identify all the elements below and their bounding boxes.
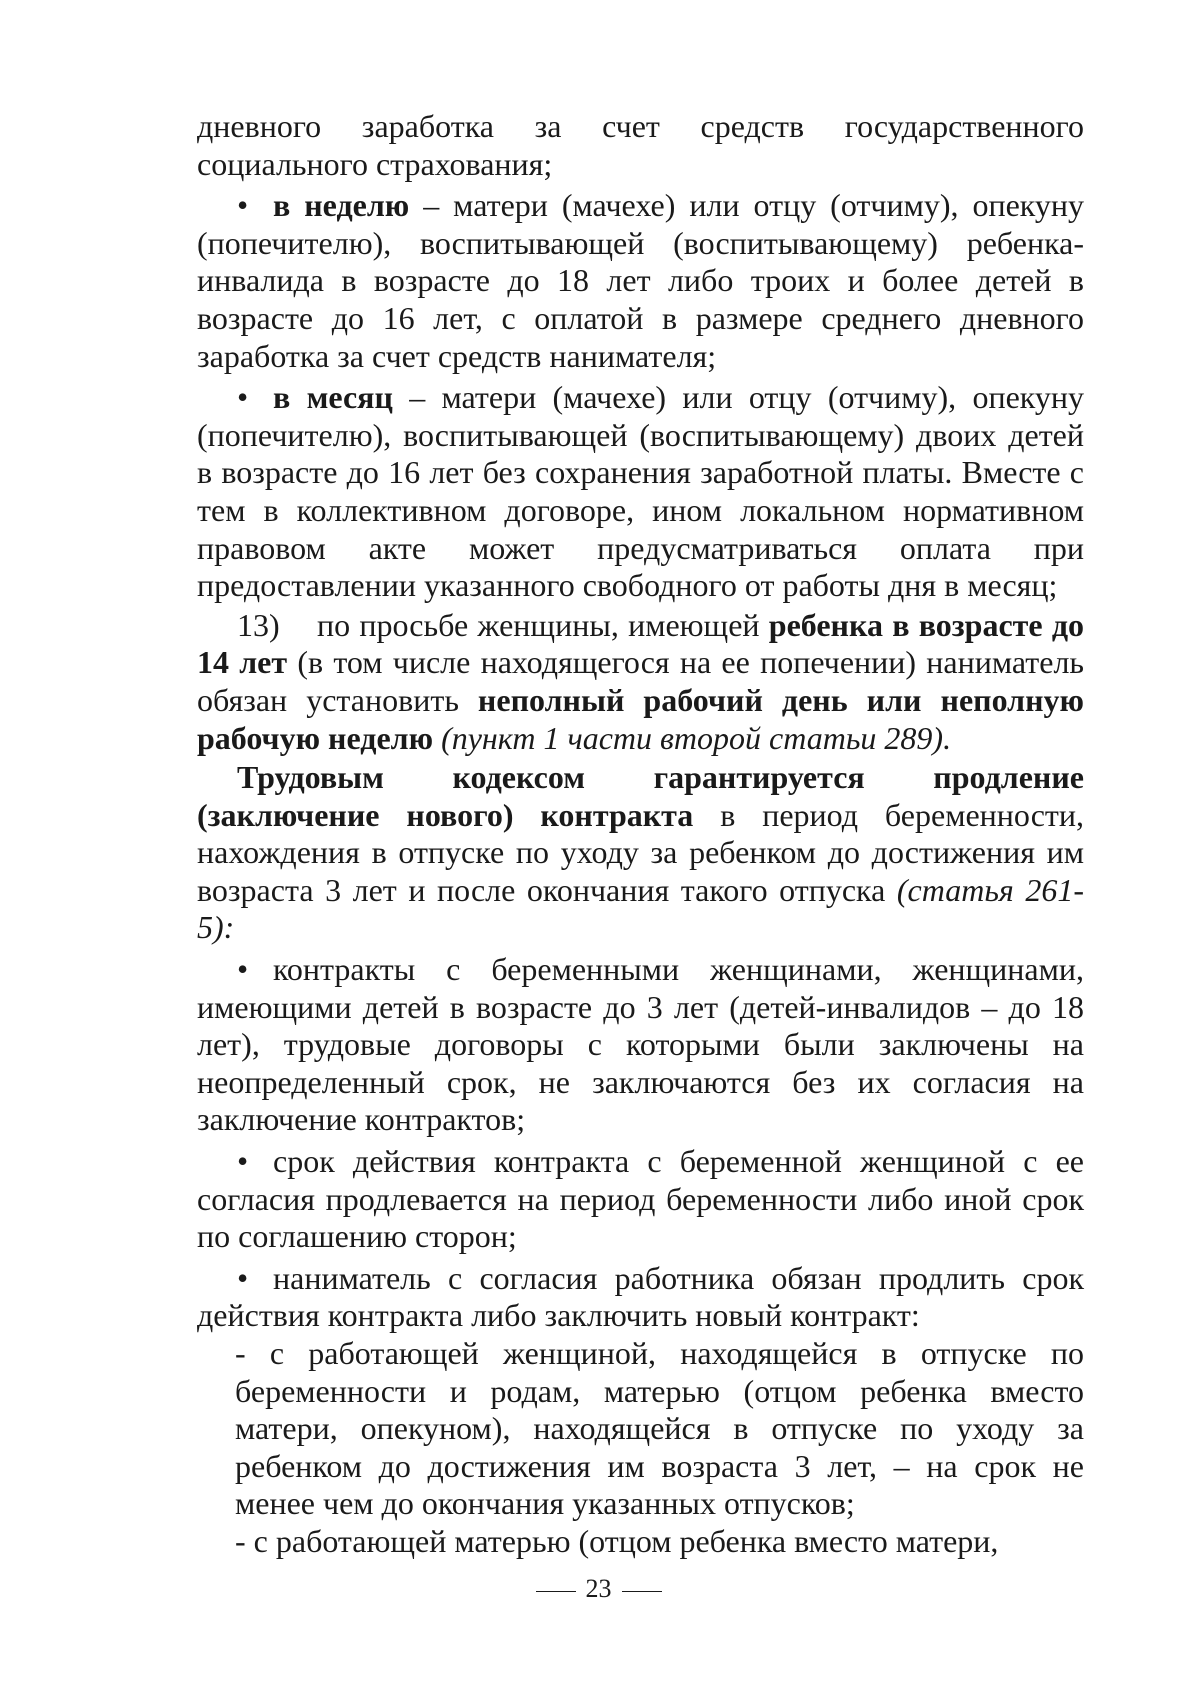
item-number: 13) [237,606,280,643]
heading-emphasis: Трудовым кодексом гарантируется продление (заключение нового) контракта [197,759,1084,833]
law-reference: (пункт 1 части второй статьи 289). [433,719,952,756]
footer-rule-right [622,1591,662,1592]
list-item-week: • в неделю – матери (мачехе) или отцу (отчиму), опекуну (попечителю), воспитывающей (воспитывающему) ребенка-инвалида в возрасте до 18 лет либо троих и более детей в возрасте до 16 лет, с оплатой в размере среднего дневного заработка за счет средств нанимателя; [197,187,1085,374]
paragraph-labor-code: Трудовым кодексом гарантируется продление (заключение нового) контракта в период беременности, нахождения в отпуске по уходу за ребенком до достижения им возраста 3 лет и после окончания такого отпуска (статья 261-5): [197,759,1085,946]
bullet-icon: • [237,1143,249,1180]
list-item-month: • в месяц – матери (мачехе) или отцу (отчиму), опекуну (попечителю), воспитывающей (воспитывающему) двоих детей в возрасте до 16 лет без сохранения заработной платы. Вместе с тем в коллективном договоре, ином локальном нормативном правовом акте может предусматриваться оплата при предоставлении указанного свободного от работы дня в месяц; [197,379,1085,604]
dash-item-maternity-leave: - с работающей женщиной, находящейся в отпуске по беременности и родам, матерью (отцом ребенка вместо матери, опекуном), находящейся в отпуске по уходу за ребенком до достижения им возраста 3 лет, – на срок не менее чем до окончания указанных отпусков; [235,1335,1084,1522]
list-item-contracts: • контракты с беременными женщинами, женщинами, имеющими детей в возрасте до 3 лет (детей-инвалидов – до 18 лет), трудовые договоры с которыми были заключены на неопределенный срок, не заключаются без их согласия на заключение контрактов; [197,951,1084,1138]
law-reference: (статья 261-5): [197,871,1085,946]
numbered-item-13: 13) по просьбе женщины, имеющей ребенка в возрасте до 14 лет (в том числе находящегося на ее попечении) наниматель обязан установить неполный рабочий день или неполную рабочую неделю (пункт 1 части второй статьи 289). [197,606,1085,756]
bullet-icon: • [237,1259,249,1296]
page-body [197,108,1084,1561]
term-week: в неделю [273,187,410,224]
bullet-icon: • [237,187,249,224]
list-item-employer-obligation: • наниматель с согласия работника обязан продлить срок действия контракта либо заключить новый контракт: [197,1259,1084,1334]
page-number: 23 [585,1574,612,1603]
footer-rule-left [536,1591,576,1592]
paragraph-continuation: дневного заработка за счет средств государственного социального страхования; [197,108,1084,182]
term-month: в месяц [273,379,393,416]
list-item-term-extension: • срок действия контракта с беременной женщиной с ее согласия продлевается на период беременности либо иной срок по соглашению сторон; [197,1143,1084,1255]
page-footer [0,1574,1197,1604]
bullet-icon: • [237,379,249,416]
dash-item-working-mother: - с работающей матерью (отцом ребенка вместо матери, [235,1522,999,1559]
bullet-icon: • [237,951,249,988]
